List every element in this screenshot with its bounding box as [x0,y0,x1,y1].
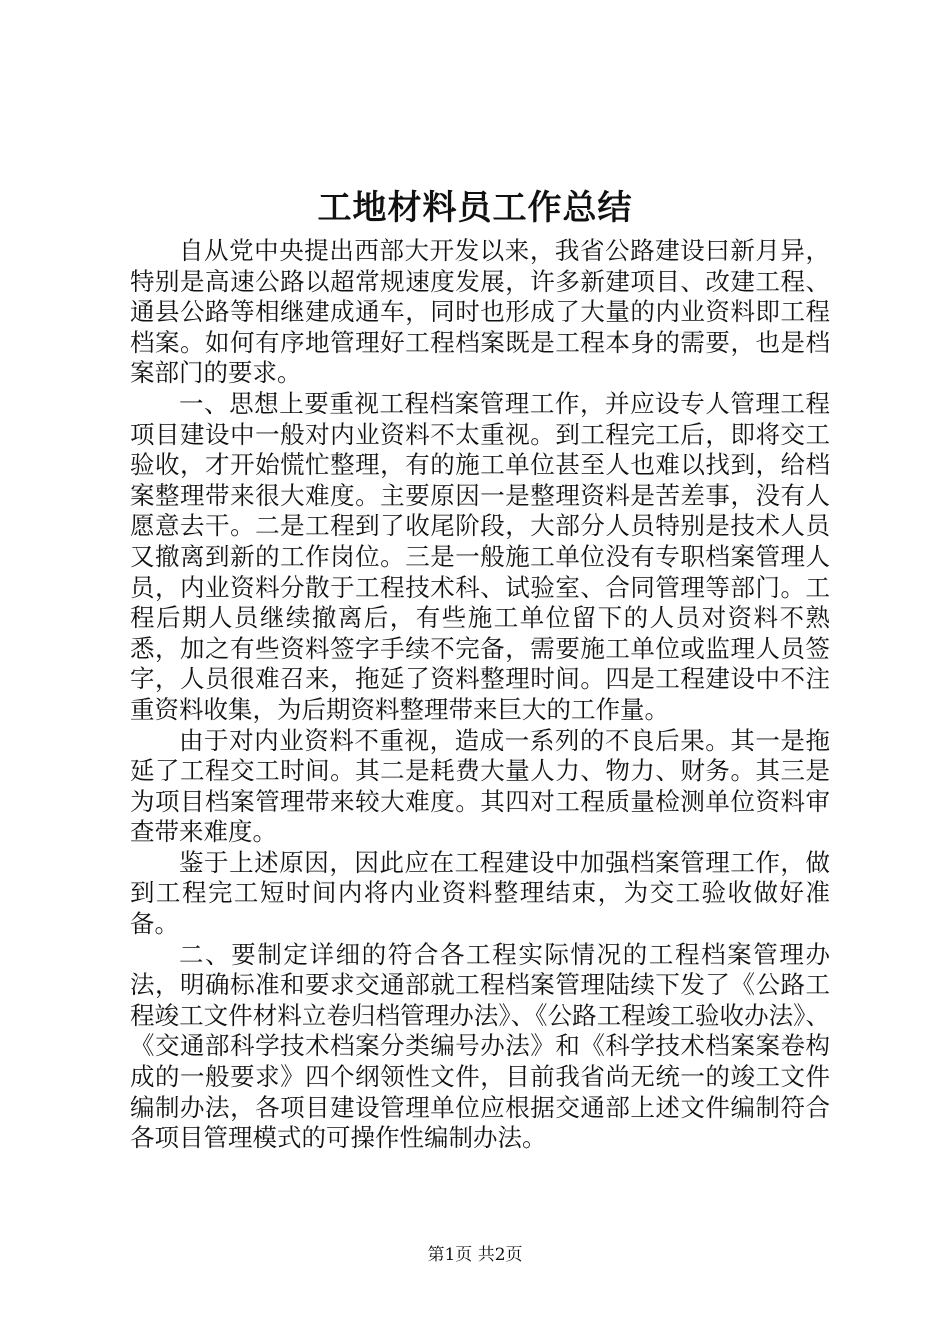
paragraph: 鉴于上述原因，因此应在工程建设中加强档案管理工作，做到工程完工短时间内将内业资料整理结束，为交工验收做好准备。 [130,847,830,939]
paragraph: 一、思想上要重视工程档案管理工作，并应设专人管理工程项目建设中一般对内业资料不太重视。到工程完工后，即将交工验收，才开始慌忙整理，有的施工单位甚至人也难以找到，给档案整理带来很大难度。主要原因一是整理资料是苦差事，没有人愿意去干。二是工程到了收尾阶段，大部分人员特别是技术人员又撤离到新的工作岗位。三是一般施工单位没有专职档案管理人员，内业资料分散于工程技术科、试验室、合同管理等部门。工程后期人员继续撤离后，有些施工单位留下的人员对资料不熟悉，加之有些资料签字手续不完备，需要施工单位或监理人员签字，人员很难召来，拖延了资料整理时间。四是工程建设中不注重资料收集，为后期资料整理带来巨大的工作量。 [130,388,830,724]
document-body [130,236,830,1154]
paragraph: 自从党中央提出西部大开发以来，我省公路建设曰新月异，特别是高速公路以超常规速度发展，许多新建项目、改建工程、通县公路等相继建成通车，同时也形成了大量的内业资料即工程档案。如何有序地管理好工程档案既是工程本身的需要，也是档案部门的要求。 [130,236,830,388]
paragraph: 由于对内业资料不重视，造成一系列的不良后果。其一是拖延了工程交工时间。其二是耗费大量人力、物力、财务。其三是为项目档案管理带来较大难度。其四对工程质量检测单位资料审查带来难度。 [130,725,830,847]
paragraph: 二、要制定详细的符合各工程实际情况的工程档案管理办法，明确标准和要求交通部就工程档案管理陆续下发了《公路工程竣工文件材料立卷归档管理办法》、《公路工程竣工验收办法》、《交通部科学技术档案分类编号办法》和《科学技术档案案卷构成的一般要求》四个纲领性文件，目前我省尚无统一的竣工文件编制办法，各项目建设管理单位应根据交通部上述文件编制符合各项目管理模式的可操作性编制办法。 [130,939,830,1153]
document-title: 工地材料员工作总结 [317,188,633,228]
page-number-footer: 第1页 共2页 [427,1245,523,1265]
